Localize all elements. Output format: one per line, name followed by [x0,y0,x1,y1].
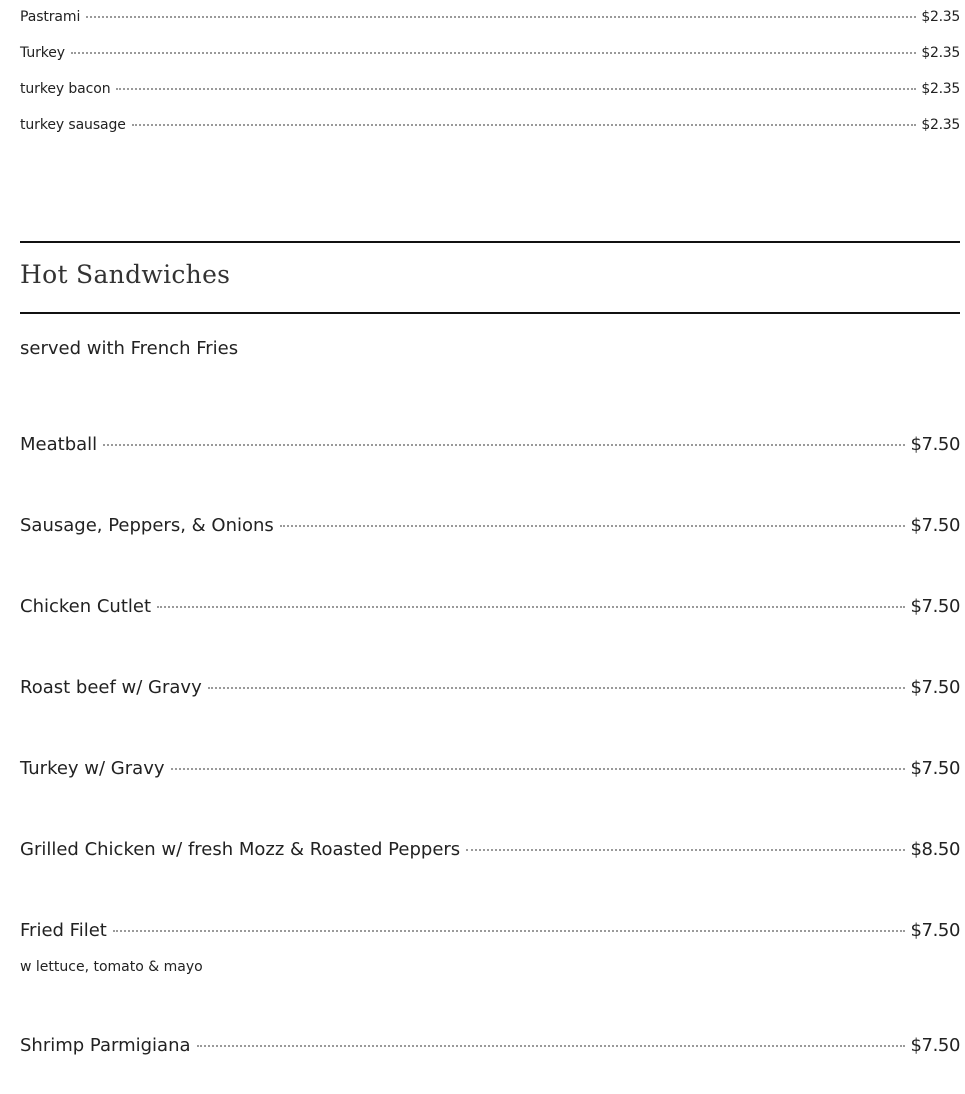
list-item [20,839,960,860]
list-item [20,920,960,941]
section-divider-top [20,241,960,243]
list-item [20,677,960,698]
list-item [20,81,960,117]
item-price: $7.50 [910,434,960,455]
item-price: $7.50 [910,920,960,941]
list-item [20,1035,960,1056]
section-subtitle: served with French Fries [20,338,239,359]
item-name: Shrimp Parmigiana [20,1035,191,1056]
item-price: $2.35 [921,81,960,97]
item-name: Turkey [20,45,65,61]
item-name: Meatball [20,434,98,455]
item-name: Grilled Chicken w/ fresh Mozz & Roasted Peppers [20,839,461,860]
item-price: $2.35 [921,117,960,133]
dot-leader [86,16,916,18]
list-item [20,45,960,81]
dot-leader [132,124,917,126]
item-price: $7.50 [910,515,960,536]
item-price: $7.50 [910,758,960,779]
item-name: Turkey w/ Gravy [20,758,165,779]
dot-leader [113,930,906,932]
list-item [20,515,960,536]
item-name: turkey sausage [20,117,126,133]
item-name: turkey bacon [20,81,111,97]
item-price: $7.50 [910,677,960,698]
list-item [20,758,960,779]
dot-leader [71,52,916,54]
item-name: Pastrami [20,9,81,25]
dot-leader [466,849,905,851]
dot-leader [103,444,905,446]
list-item [20,434,960,455]
list-item [20,596,960,617]
dot-leader [157,606,905,608]
section-divider-bottom [20,312,960,314]
item-name: Sausage, Peppers, & Onions [20,515,274,536]
item-name: Roast beef w/ Gravy [20,677,202,698]
item-price: $2.35 [921,9,960,25]
list-item [20,117,960,153]
section-title: Hot Sandwiches [20,260,231,289]
item-price: $8.50 [910,839,960,860]
item-name: Chicken Cutlet [20,596,152,617]
dot-leader [197,1045,906,1047]
item-name: Fried Filet [20,920,107,941]
add-on-list [20,9,960,153]
dot-leader [171,768,906,770]
dot-leader [280,525,906,527]
dot-leader [116,88,916,90]
dot-leader [208,687,906,689]
item-price: $2.35 [921,45,960,61]
item-description: w lettuce, tomato & mayo [20,959,203,975]
item-price: $7.50 [910,596,960,617]
list-item [20,9,960,45]
item-price: $7.50 [910,1035,960,1056]
